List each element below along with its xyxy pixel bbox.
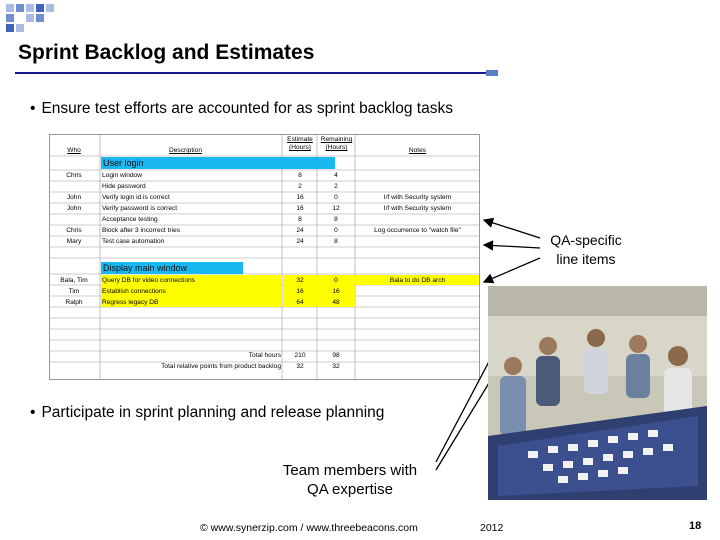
callout-line: QA expertise	[307, 481, 393, 498]
row-description: Verify password is correct	[102, 205, 178, 212]
bullet-text: Ensure test efforts are accounted for as sprint backlog tasks	[41, 100, 453, 117]
row-estimate: 2	[298, 183, 302, 190]
row-estimate: 32	[296, 277, 304, 284]
arrow-to-db-query	[484, 258, 540, 282]
qa-specific-callout	[536, 231, 636, 269]
callout-line: line items	[556, 251, 616, 267]
header-notes: Notes	[408, 147, 427, 154]
row-remaining: 8	[334, 216, 338, 223]
header-remaining: Remaining (Hours)	[320, 136, 353, 151]
row-description: Query DB for video connections	[102, 277, 196, 284]
row-who: Chris	[66, 227, 82, 234]
total-hours-estimate: 210	[294, 352, 306, 359]
row-description: Test case automation	[102, 238, 165, 245]
team-members-callout	[255, 461, 445, 499]
row-description: Regress legacy DB	[102, 299, 159, 306]
row-remaining: 2	[334, 183, 338, 190]
row-note: Log occurrence to "watch file"	[374, 227, 461, 234]
callout-line: QA-specific	[550, 232, 622, 248]
row-description: Hide password	[102, 183, 146, 190]
page-number: 18	[689, 520, 702, 532]
header-who: Who	[67, 147, 81, 154]
row-note: I/f with Security system	[383, 205, 452, 212]
slide-title: Sprint Backlog and Estimates	[18, 41, 315, 64]
footer-copyright: © www.synerzip.com / www.threebeacons.com	[200, 522, 418, 534]
row-estimate: 16	[296, 205, 304, 212]
row-note: I/f with Security system	[383, 194, 452, 201]
row-remaining: 4	[334, 172, 338, 179]
row-estimate: 64	[296, 299, 304, 306]
row-estimate: 8	[298, 172, 302, 179]
total-points-estimate: 32	[296, 363, 304, 370]
bullet-text: Participate in sprint planning and release planning	[41, 404, 385, 421]
row-description: Verify login id is correct	[102, 194, 170, 201]
bullet-planning	[30, 404, 384, 422]
row-remaining: 48	[332, 299, 340, 306]
row-remaining: 0	[334, 227, 338, 234]
arrow-to-acceptance-testing	[484, 220, 540, 238]
header-description: Description	[169, 147, 202, 154]
arrow-to-test-automation	[484, 245, 540, 248]
bullet-marker: •	[30, 100, 36, 117]
row-description: Login window	[102, 172, 142, 179]
header-estimate: Estimate (Hours)	[287, 136, 313, 151]
footer-year: 2012	[480, 522, 504, 534]
row-note: Bala to do DB arch	[389, 277, 446, 284]
row-remaining: 0	[334, 194, 338, 201]
row-who: Chris	[66, 172, 82, 179]
row-estimate: 16	[296, 288, 304, 295]
row-description: Block after 3 incorrect tries	[102, 227, 181, 234]
callout-line: Team members with	[282, 462, 418, 479]
row-remaining: 16	[332, 288, 340, 295]
total-points-label: Total relative points from product backlog	[161, 363, 281, 370]
total-hours-label: Total hours	[248, 352, 281, 359]
row-who: John	[66, 194, 82, 201]
row-estimate: 16	[296, 194, 304, 201]
row-who: Tim	[68, 288, 80, 295]
row-remaining: 12	[332, 205, 340, 212]
row-description: Acceptance testing	[102, 216, 158, 223]
total-hours-remaining: 98	[332, 352, 340, 359]
bullet-marker: •	[30, 404, 36, 421]
section-header-display-main-window: Display main window	[101, 262, 243, 274]
row-estimate: 24	[296, 238, 304, 245]
section-header-user-login: User login	[101, 157, 335, 169]
row-who: Mary	[66, 238, 82, 245]
row-remaining: 0	[334, 277, 338, 284]
row-estimate: 8	[298, 216, 302, 223]
total-points-remaining: 32	[332, 363, 340, 370]
row-who: John	[66, 205, 82, 212]
team-planning-photo	[488, 286, 707, 500]
row-description: Establish connections	[102, 288, 166, 295]
row-estimate: 24	[296, 227, 304, 234]
row-who: Bala, Tim	[60, 277, 88, 284]
row-remaining: 8	[334, 238, 338, 245]
row-who: Ralph	[65, 299, 83, 306]
